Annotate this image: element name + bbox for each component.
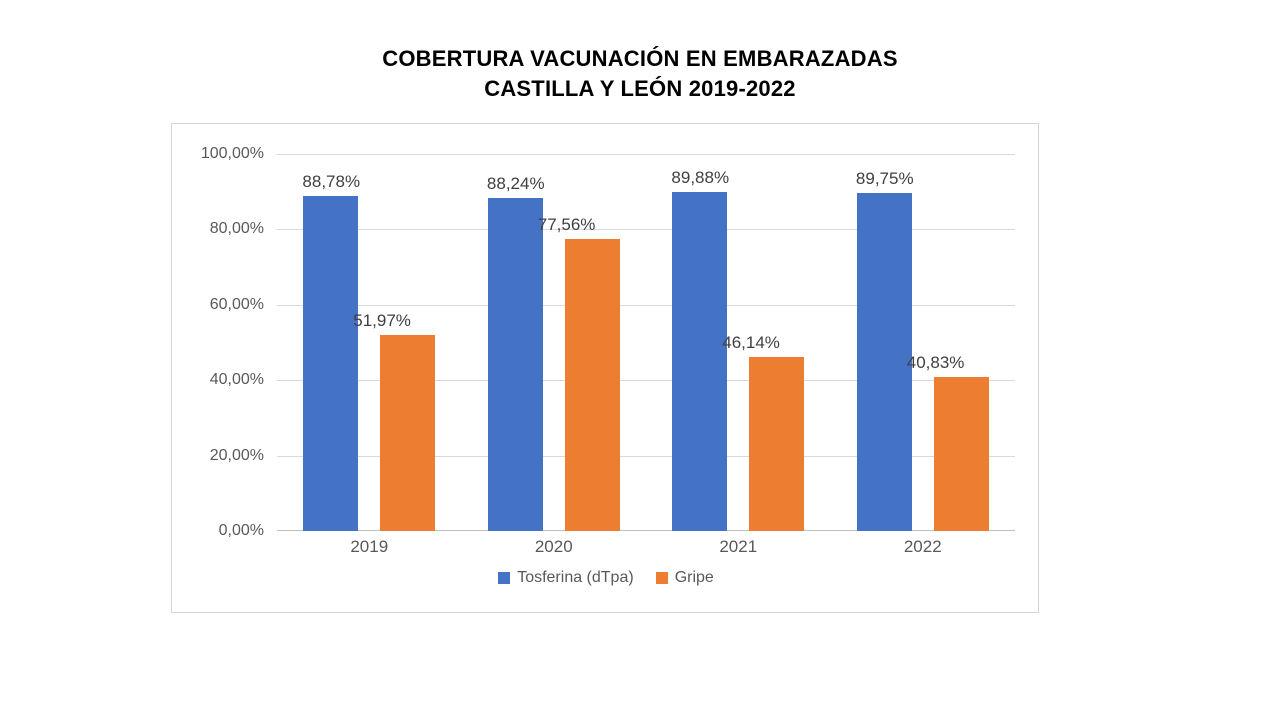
y-axis — [172, 145, 272, 539]
bar-tosferina-2019[interactable] — [303, 196, 358, 531]
chart-legend — [172, 569, 1040, 587]
bar-value-label: 89,88% — [671, 168, 730, 188]
bar-tosferina-2020[interactable] — [488, 198, 543, 531]
bar-gripe-2020[interactable] — [565, 239, 620, 531]
bar-value-label: 88,24% — [486, 174, 545, 194]
bar-groups — [277, 154, 1015, 531]
bar-gripe-2021[interactable] — [749, 357, 804, 531]
y-axis-tick-label: 100,00% — [200, 145, 264, 162]
plot-area — [277, 154, 1015, 531]
y-axis-tick-label: 40,00% — [209, 371, 264, 389]
bar-gripe-2022[interactable] — [934, 377, 989, 531]
legend-item-gripe[interactable] — [656, 569, 714, 587]
chart-title-line-1: COBERTURA VACUNACIÓN EN EMBARAZADAS — [382, 46, 898, 71]
bar-value-label: 40,83% — [906, 353, 965, 373]
y-axis-tick-label: 80,00% — [209, 220, 264, 238]
bar-value-label: 51,97% — [353, 311, 411, 331]
legend-item-tosferina[interactable] — [498, 569, 634, 587]
bar-group-2021 — [646, 154, 831, 531]
legend-swatch-icon — [498, 572, 510, 584]
x-axis-tick-label: 2021 — [719, 537, 758, 556]
x-axis-tick-label: 2020 — [534, 537, 573, 556]
bar-tosferina-2021[interactable] — [672, 192, 727, 531]
x-axis-tick-label: 2022 — [903, 537, 942, 556]
y-axis-tick-label: 0,00% — [218, 522, 264, 539]
bar-group-2022 — [831, 154, 1016, 531]
chart-title-line-2: CASTILLA Y LEÓN 2019-2022 — [484, 75, 796, 101]
y-axis-tick-label: 60,00% — [209, 295, 264, 313]
legend-swatch-icon — [656, 572, 668, 584]
bar-value-label: 88,78% — [302, 172, 361, 192]
bar-value-label: 77,56% — [537, 214, 596, 234]
bar-group-2020 — [462, 154, 647, 531]
x-axis — [277, 537, 1015, 557]
y-axis-tick-label: 20,00% — [209, 446, 264, 464]
legend-label: Gripe — [674, 569, 714, 586]
bar-group-2019 — [277, 154, 462, 531]
x-axis-tick-label: 2019 — [350, 537, 389, 556]
bar-value-label: 89,75% — [855, 168, 914, 188]
legend-label: Tosferina (dTpa) — [517, 569, 634, 586]
bar-gripe-2019[interactable] — [380, 335, 435, 531]
bar-value-label: 46,14% — [722, 333, 780, 353]
bar-tosferina-2022[interactable] — [857, 193, 912, 531]
chart-title — [0, 44, 1280, 103]
chart-area[interactable] — [171, 123, 1039, 613]
